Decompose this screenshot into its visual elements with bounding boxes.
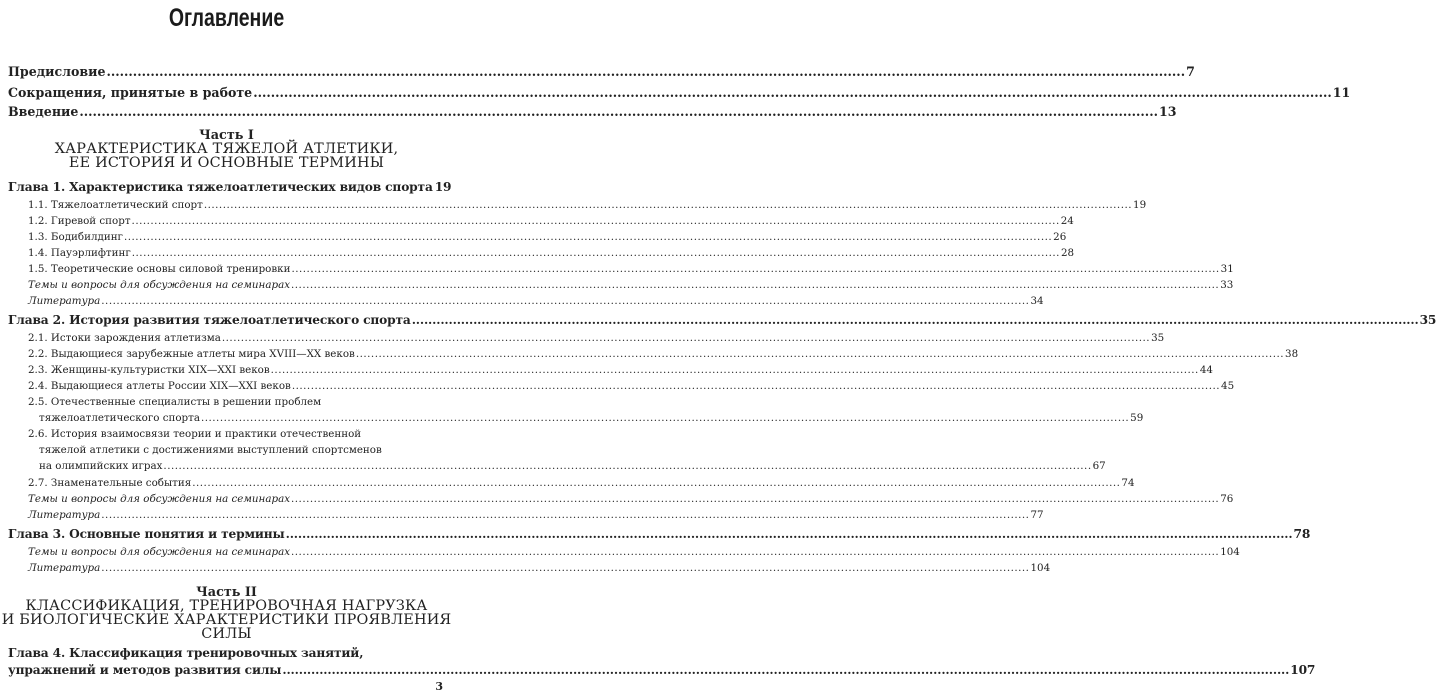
- part-title-line: ХАРАКТЕРИСТИКА ТЯЖЕЛОЙ АТЛЕТИКИ,: [54, 141, 399, 157]
- toc-entry-title: 1.4. Пауэрлифтинг: [28, 247, 131, 259]
- part-title-line: КЛАССИФИКАЦИЯ, ТРЕНИРОВОЧНАЯ НАГРУЗКА: [25, 598, 428, 614]
- toc-entry-title: 2.1. Истоки зарождения атлетизма: [28, 332, 221, 344]
- toc-literature-2[interactable]: [28, 509, 1044, 521]
- toc-section-2-6-line-2: тяжелой атлетики с достижениями выступлений спортсменов: [39, 444, 382, 456]
- toc-entry-abbreviations[interactable]: [8, 85, 1351, 100]
- toc-entry-title: 1.5. Теоретические основы силовой тренировки: [28, 263, 291, 275]
- toc-section-1-5[interactable]: [28, 263, 1234, 275]
- toc-seminar-topics-1[interactable]: [28, 279, 1234, 291]
- toc-seminar-topics-2[interactable]: [28, 493, 1234, 505]
- toc-seminar-topics-3[interactable]: [28, 546, 1240, 558]
- toc-chapter-2[interactable]: [8, 313, 1436, 327]
- toc-entry-page: 34: [1030, 295, 1044, 307]
- toc-section-2-5-line-1: 2.5. Отечественные специалисты в решении проблем: [28, 396, 322, 408]
- toc-entry-title: 2.3. Женщины-культуристки XIX—XXI веков: [28, 364, 270, 376]
- toc-entry-title: Введение: [8, 104, 79, 119]
- toc-entry-page: 104: [1220, 546, 1240, 558]
- toc-entry-page: 19: [434, 180, 452, 194]
- toc-section-1-4[interactable]: [28, 247, 1075, 259]
- toc-entry-title: на олимпийских играх: [39, 460, 163, 472]
- toc-chapter-4-line-1: Глава 4. Классификация тренировочных занятий,: [8, 646, 364, 660]
- part-title-line: ЕЕ ИСТОРИЯ И ОСНОВНЫЕ ТЕРМИНЫ: [68, 155, 385, 171]
- toc-entry-title: 2.7. Знаменательные события: [28, 477, 192, 489]
- toc-entry-page: 24: [1060, 215, 1074, 227]
- toc-entry-page: 76: [1220, 493, 1234, 505]
- toc-section-2-2[interactable]: [28, 348, 1299, 360]
- toc-entry-page: 59: [1130, 412, 1144, 424]
- toc-entry-page: 44: [1199, 364, 1213, 376]
- toc-entry-title: Литература: [28, 295, 101, 307]
- toc-entry-page: 35: [1151, 332, 1165, 344]
- toc-section-2-6-line-1: 2.6. История взаимосвязи теории и практики отечественной: [28, 428, 362, 440]
- toc-entry-page: 38: [1285, 348, 1299, 360]
- part-1-number: Часть I: [199, 128, 254, 143]
- toc-entry-page: 104: [1030, 562, 1051, 574]
- toc-entry-title: Темы и вопросы для обсуждения на семинарах: [28, 546, 291, 558]
- toc-chapter-4[interactable]: [8, 663, 1316, 677]
- toc-section-2-4[interactable]: [28, 380, 1235, 392]
- toc-entry-page: 31: [1220, 263, 1234, 275]
- page-title: Оглавление: [168, 4, 285, 32]
- part-2-title: [0, 599, 453, 641]
- toc-entry-title: Глава 3. Основные понятия и термины: [8, 527, 285, 541]
- toc-entry-page: 13: [1158, 104, 1177, 119]
- toc-section-2-6[interactable]: [39, 460, 1106, 472]
- toc-section-2-3[interactable]: [28, 364, 1213, 376]
- toc-chapter-3[interactable]: [8, 527, 1311, 541]
- toc-entry-title: Темы и вопросы для обсуждения на семинарах: [28, 279, 291, 291]
- toc-entry-title: Глава 1. Характеристика тяжелоатлетических видов спорта: [8, 180, 433, 194]
- toc-entry-page: 74: [1121, 477, 1135, 489]
- toc-section-2-5[interactable]: [39, 412, 1144, 424]
- toc-entry-page: 33: [1220, 279, 1234, 291]
- toc-chapter-1[interactable]: [8, 180, 452, 194]
- toc-entry-introduction[interactable]: [8, 104, 1177, 119]
- page-number: 3: [435, 680, 443, 693]
- toc-entry-title: Темы и вопросы для обсуждения на семинарах: [28, 493, 291, 505]
- toc-entry-page: 19: [1133, 199, 1147, 211]
- toc-section-2-7[interactable]: [28, 477, 1135, 489]
- toc-entry-page: 28: [1060, 247, 1075, 259]
- toc-entry-title: Литература: [28, 562, 101, 574]
- toc-entry-title: 2.2. Выдающиеся зарубежные атлеты мира XVIII—XX веков: [28, 348, 355, 360]
- toc-literature-1[interactable]: [28, 295, 1044, 307]
- toc-entry-title: Глава 2. История развития тяжелоатлетического спорта: [8, 313, 411, 327]
- part-1-title: [0, 142, 453, 170]
- toc-entry-page: 78: [1293, 527, 1311, 541]
- toc-entry-title: 1.1. Тяжелоатлетический спорт: [28, 199, 203, 211]
- toc-section-2-1[interactable]: [28, 332, 1165, 344]
- toc-entry-title: 1.2. Гиревой спорт: [28, 215, 131, 227]
- toc-entry-page: 11: [1332, 85, 1351, 100]
- part-2-number: Часть II: [196, 585, 257, 600]
- part-title-line: СИЛЫ: [201, 626, 252, 642]
- toc-entry-page: 7: [1186, 64, 1195, 79]
- toc-entry-title: 2.4. Выдающиеся атлеты России XIX—XXI веков: [28, 380, 291, 392]
- toc-entry-title: упражнений и методов развития силы: [8, 663, 282, 677]
- toc-entry-page: 77: [1030, 509, 1044, 521]
- toc-entry-page: 67: [1092, 460, 1106, 472]
- toc-literature-3[interactable]: [28, 562, 1051, 574]
- toc-entry-title: 1.3. Бодибилдинг: [28, 231, 123, 243]
- toc-entry-title: тяжелоатлетического спорта: [39, 412, 200, 424]
- toc-entry-page: 107: [1290, 663, 1316, 677]
- toc-entry-page: 45: [1221, 380, 1235, 392]
- toc-entry-title: Литература: [28, 509, 101, 521]
- toc-entry-page: 35: [1419, 313, 1436, 327]
- toc-section-1-1[interactable]: [28, 199, 1147, 211]
- toc-entry-title: Сокращения, принятые в работе: [8, 85, 253, 100]
- toc-section-1-3[interactable]: [28, 231, 1067, 243]
- toc-entry-preface[interactable]: [8, 64, 1195, 79]
- part-title-line: И БИОЛОГИЧЕСКИЕ ХАРАКТЕРИСТИКИ ПРОЯВЛЕНИЯ: [1, 612, 452, 628]
- toc-entry-page: 26: [1053, 231, 1067, 243]
- toc-entry-title: Предисловие: [8, 64, 106, 79]
- toc-section-1-2[interactable]: [28, 215, 1074, 227]
